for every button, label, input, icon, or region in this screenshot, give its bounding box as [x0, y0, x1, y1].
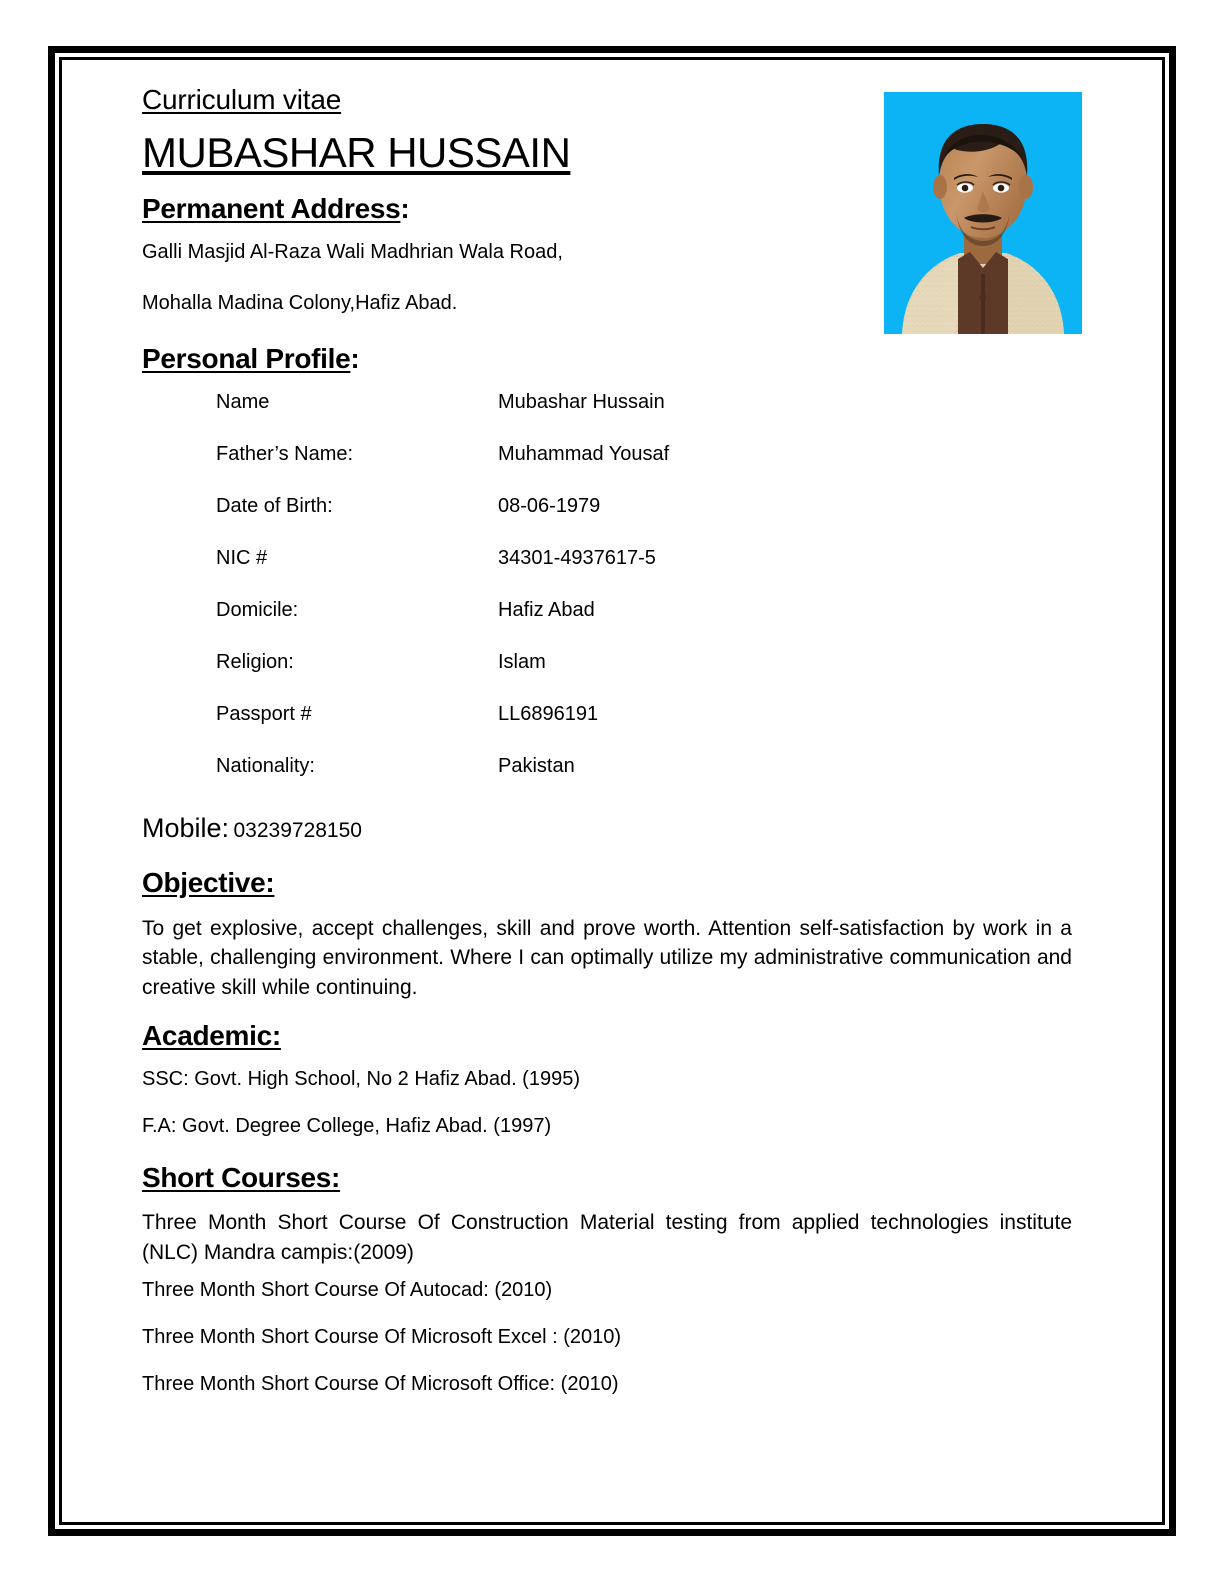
- section-heading-personal-profile: [142, 342, 1072, 376]
- address-line-1: Galli Masjid Al-Raza Wali Madhrian Wala Road,: [142, 240, 563, 263]
- short-course-entry: Three Month Short Course Of Construction Material testing from applied technologies institute (NLC) Mandra campis:(2009): [142, 1211, 1072, 1264]
- section-heading-academic: [142, 1019, 1072, 1053]
- objective-text: To get explosive, accept challenges, skill and prove worth. Attention self-satisfaction by work in a stable, challenging environment. Where I can optimally utilize my administrative communication and creative skill while continuing.: [142, 916, 1072, 1000]
- section-heading-personal-profile-colon: :: [350, 342, 360, 374]
- address-line-2: Mohalla Madina Colony,Hafiz Abad.: [142, 291, 458, 314]
- profile-label: Father’s Name:: [216, 442, 354, 465]
- profile-value: Mubashar Hussain: [498, 390, 665, 413]
- table-row: [142, 442, 1072, 494]
- table-row: [142, 598, 1072, 650]
- table-row: [142, 702, 1072, 754]
- profile-label: NIC #: [216, 546, 268, 569]
- profile-label: Passport #: [216, 702, 312, 725]
- profile-label: Domicile:: [216, 598, 299, 621]
- section-heading-short-courses: [142, 1161, 1072, 1195]
- section-heading-short-courses-text: Short Courses:: [142, 1161, 341, 1193]
- section-heading-permanent-address-colon: :: [400, 193, 410, 225]
- mobile-line: [142, 812, 1072, 844]
- mobile-value: 03239728150: [233, 818, 362, 842]
- table-row: [142, 390, 1072, 442]
- mobile-label: Mobile:: [142, 812, 230, 843]
- short-course-entry: Three Month Short Course Of Microsoft Excel : (2010): [142, 1325, 622, 1348]
- resume-content: [142, 84, 1072, 1419]
- person-name: [142, 130, 1072, 176]
- person-name-text: MUBASHAR HUSSAIN: [142, 129, 571, 177]
- profile-value: Hafiz Abad: [498, 598, 595, 621]
- short-course-entry: Three Month Short Course Of Autocad: (2010): [142, 1278, 553, 1301]
- academic-entry: F.A: Govt. Degree College, Hafiz Abad. (1997): [142, 1114, 552, 1137]
- table-row: [142, 546, 1072, 598]
- profile-value: Islam: [498, 650, 546, 673]
- profile-value: 34301-4937617-5: [498, 546, 656, 569]
- profile-value: Muhammad Yousaf: [498, 442, 670, 465]
- document-title-text: Curriculum vitae: [142, 84, 342, 115]
- profile-label: Nationality:: [216, 754, 315, 777]
- table-row: [142, 494, 1072, 546]
- profile-value: 08-06-1979: [498, 494, 601, 517]
- section-heading-permanent-address-text: Permanent Address: [142, 193, 401, 225]
- short-course-entry: Three Month Short Course Of Microsoft Office: (2010): [142, 1372, 619, 1395]
- personal-profile-table: [142, 390, 1072, 806]
- document-title: [142, 84, 1072, 116]
- section-heading-personal-profile-text: Personal Profile: [142, 342, 351, 374]
- table-row: [142, 754, 1072, 806]
- profile-value: LL6896191: [498, 702, 599, 725]
- profile-value: Pakistan: [498, 754, 575, 777]
- section-heading-academic-text: Academic:: [142, 1019, 281, 1051]
- table-row: [142, 650, 1072, 702]
- section-heading-permanent-address: [142, 192, 1072, 226]
- profile-label: Name: [216, 390, 270, 413]
- section-heading-objective: [142, 866, 1072, 900]
- profile-label: Date of Birth:: [216, 494, 333, 517]
- section-heading-objective-text: Objective:: [142, 866, 275, 898]
- profile-label: Religion:: [216, 650, 294, 673]
- academic-entry: SSC: Govt. High School, No 2 Hafiz Abad. (1995): [142, 1067, 580, 1090]
